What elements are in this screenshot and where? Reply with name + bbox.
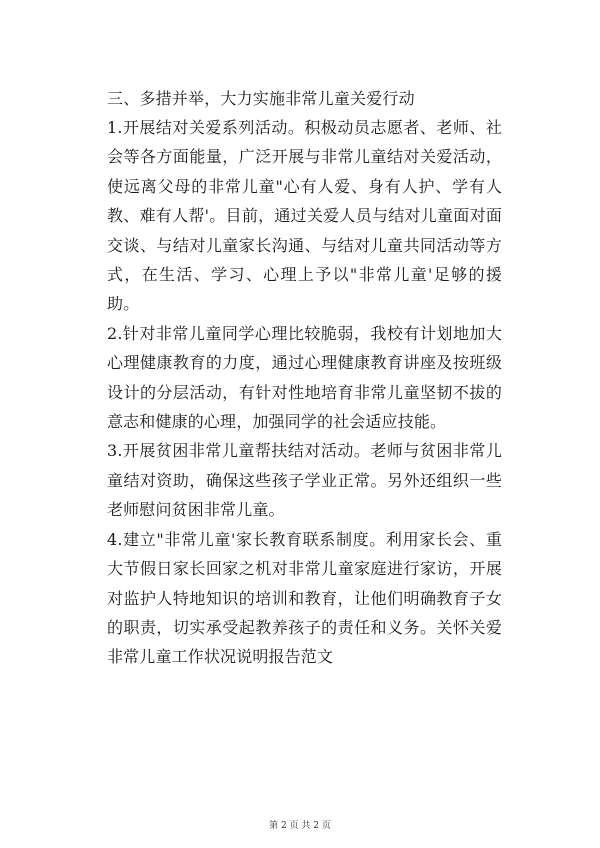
- section-heading: 三、多措并举，大力实施非常儿童关爱行动: [107, 89, 415, 108]
- paragraph-4: 4.建立"非常儿童'家长教育联系制度。利用家长会、重大节假日家长回家之机对非常儿童家庭进行家访，开展对监护人特地知识的培训和教育，让他们明确教育子女的职责，切实承受起教养孩子的责任和义务。关怀关爱非常儿童工作状况说明报告范文: [107, 529, 502, 667]
- paragraph-3: 3.开展贫困非常儿童帮扶结对活动。老师与贫困非常儿童结对资助，确保这些孩子学业正常。另外还组织一些老师慰问贫困非常儿童。: [107, 441, 502, 520]
- paragraph-1: 1.开展结对关爱系列活动。积极动员志愿者、老师、社会等各方面能量，广泛开展与非常儿童结对关爱活动，使远离父母的非常儿童"心有人爱、身有人护、学有人教、难有人帮'。目前，通过关爱人员与结对儿童面对面交谈、与结对儿童家长沟通、与结对儿童共同活动等方式，在生活、学习、心理上予以"非常儿童'足够的援助。: [107, 118, 502, 314]
- paragraph-2: 2.针对非常儿童同学心理比较脆弱，我校有计划地加大心理健康教育的力度，通过心理健康教育讲座及按班级设计的分层活动，有针对性地培育非常儿童坚韧不拔的意志和健康的心理，加强同学的社会适应技能。: [107, 323, 502, 432]
- document-body: [107, 84, 502, 672]
- page-footer: 第 2 页 共 2 页: [269, 821, 331, 831]
